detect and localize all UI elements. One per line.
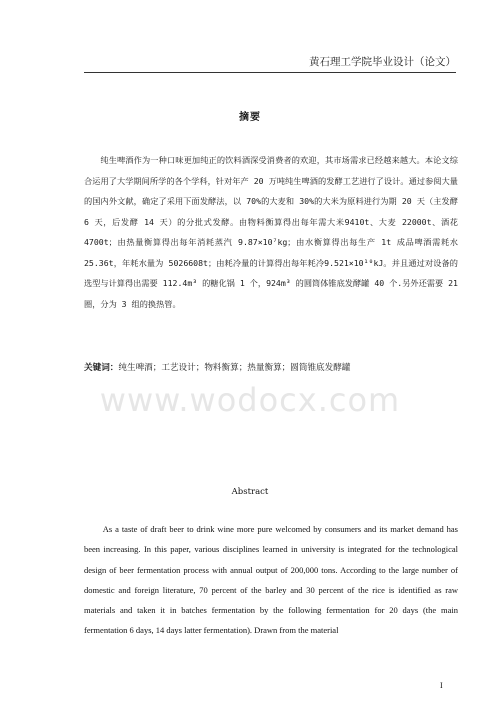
keywords-items: 纯生啤酒；工艺设计；物料衡算；热量衡算；圆筒锥底发酵罐 <box>118 363 351 373</box>
page-number: I <box>440 681 443 690</box>
abstract-cn-body: 纯生啤酒作为一种口味更加纯正的饮料酒深受消费者的欢迎，其市场需求已经越来越大。本论文综合运用了大学期间所学的各个学科，针对年产 20 万吨纯生啤酒的发酵工艺进行了设计。通过参阅大量的国内外文献，确定了采用下面发酵法，以 70%的大麦和 30%的大米为原料进行为期 20 天（主发酵 6 天，后发酵 14 天）的分批式发酵。由物料衡算得出每年需大米9410t、大麦 22000t、酒花 4700t；由热量衡算得出每年消耗蒸汽 9.87×10⁷kg；由水衡算得出每生产 1t 成品啤酒需耗水 25.36t，年耗水量为 5026608t；由耗冷量的计算得出每年耗冷9.521×10¹⁰kJ。并且通过对设备的选型与计算得出需要 112.4m³ 的糖化锅 1 个，924m³ 的圆筒体锥底发酵罐 40 个.另外还需要 21 圈，分为 3 组的换热管。 <box>84 155 458 309</box>
watermark: www.wodocx.com <box>99 381 401 419</box>
abstract-en-body: As a taste of draft beer to drink wine more pure welcomed by consumers and its market demand has been increasing. In this paper, various disciplines learned in university is integrated for the technological design of beer fermentation process with annual output of 200,000 tons. According to the large number of domestic and foreign literature, 70 percent of the barley and 30 percent of the rice is identified as raw materials and taken it in batches fermentation by the following fermentation for 20 days (the main fermentation 6 days, 14 days latter fermentation). Drawn from the material <box>84 524 458 636</box>
abstract-en-title: Abstract <box>231 487 269 497</box>
abstract-cn-title: 摘要 <box>239 112 261 123</box>
page-header: 黄石理工学院毕业设计（论文） <box>84 54 456 73</box>
keywords-label: 关键词： <box>84 363 119 373</box>
keywords-line <box>84 361 458 373</box>
